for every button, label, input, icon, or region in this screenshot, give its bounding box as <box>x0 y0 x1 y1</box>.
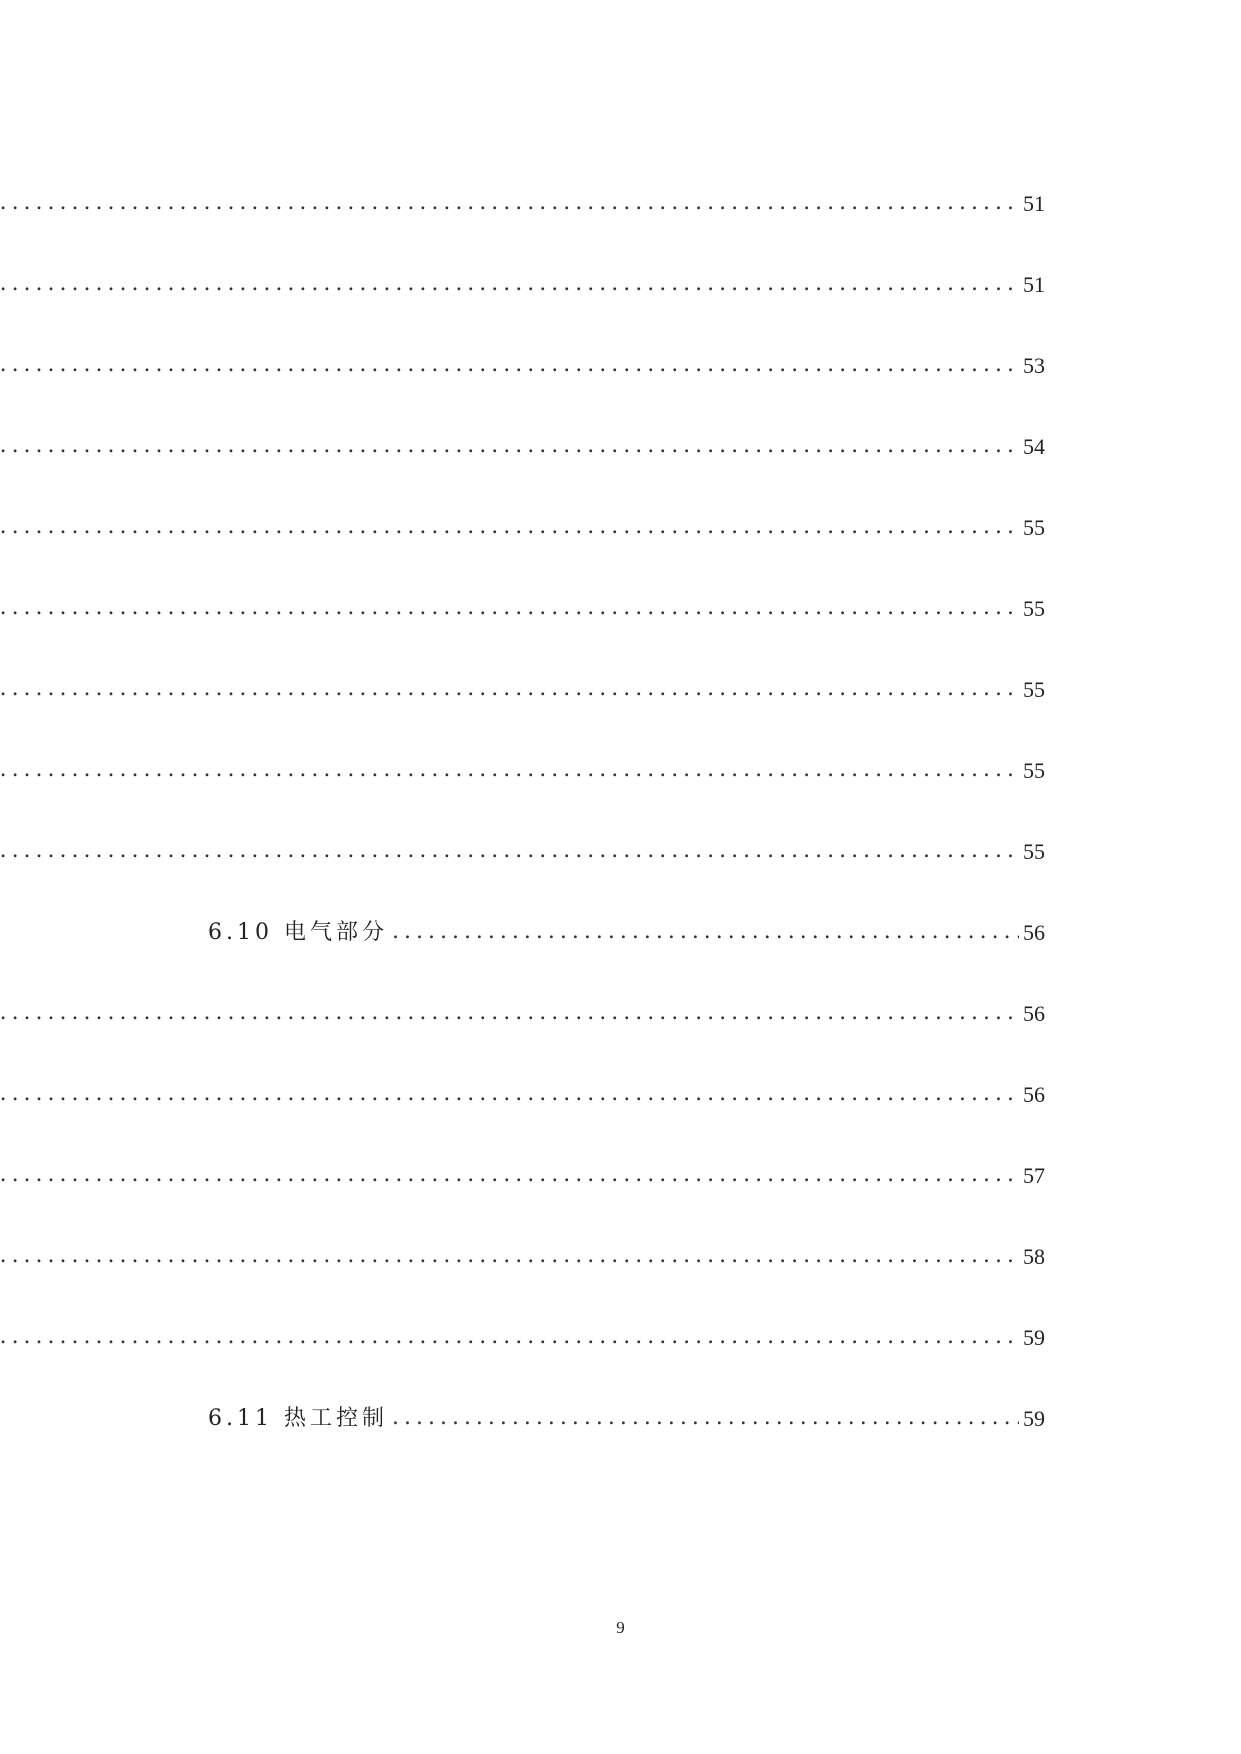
toc-entry-page: 56 <box>1023 920 1045 945</box>
toc-dot-leader <box>392 1407 1019 1429</box>
toc-dot-leader <box>0 354 1019 376</box>
toc-entry[interactable] <box>208 1390 1045 1430</box>
toc-entry-title: 6.11 热工控制 <box>208 1406 388 1431</box>
toc-entry[interactable] <box>0 175 1045 215</box>
toc-entry[interactable] <box>0 1066 1045 1106</box>
toc-entry[interactable] <box>0 418 1045 458</box>
toc-dot-leader <box>0 1326 1019 1348</box>
toc-dot-leader <box>0 1164 1019 1186</box>
toc-entry[interactable] <box>0 742 1045 782</box>
toc-dot-leader <box>0 1002 1019 1024</box>
toc-entry-page: 59 <box>1023 1406 1045 1431</box>
toc-dot-leader <box>0 1245 1019 1267</box>
toc-entry[interactable] <box>0 823 1045 863</box>
toc-dot-leader <box>0 435 1019 457</box>
toc-entry-page: 54 <box>1023 434 1045 459</box>
page-number: 9 <box>616 1618 625 1637</box>
toc-dot-leader <box>0 678 1019 700</box>
toc-entry-page: 55 <box>1023 596 1045 621</box>
toc-entry-title: 6.10 电气部分 <box>208 920 388 945</box>
toc-entry-page: 56 <box>1023 1001 1045 1026</box>
toc-dot-leader <box>0 192 1019 214</box>
toc-entry-page: 58 <box>1023 1244 1045 1269</box>
toc-entry[interactable] <box>0 1309 1045 1349</box>
toc-entry-page: 57 <box>1023 1163 1045 1188</box>
toc-entry[interactable] <box>0 337 1045 377</box>
toc-entry-page: 53 <box>1023 353 1045 378</box>
toc-entry[interactable] <box>0 1147 1045 1187</box>
toc-dot-leader <box>0 840 1019 862</box>
toc-dot-leader <box>0 516 1019 538</box>
toc-dot-leader <box>0 273 1019 295</box>
toc-entry[interactable] <box>208 904 1045 944</box>
toc-entry[interactable] <box>0 985 1045 1025</box>
toc-dot-leader <box>392 921 1019 943</box>
toc-entry-page: 55 <box>1023 515 1045 540</box>
toc-entry[interactable] <box>0 499 1045 539</box>
toc-entry-page: 51 <box>1023 272 1045 297</box>
toc-entry-page: 55 <box>1023 677 1045 702</box>
toc-dot-leader <box>0 1083 1019 1105</box>
toc-entry-page: 51 <box>1023 191 1045 216</box>
toc-dot-leader <box>0 759 1019 781</box>
toc-entry-page: 59 <box>1023 1325 1045 1350</box>
toc-entry[interactable] <box>0 256 1045 296</box>
toc-entry[interactable] <box>0 1228 1045 1268</box>
toc-entry-page: 55 <box>1023 839 1045 864</box>
toc-entry[interactable] <box>0 580 1045 620</box>
toc-dot-leader <box>0 597 1019 619</box>
toc-entry[interactable] <box>0 661 1045 701</box>
toc-entry-page: 56 <box>1023 1082 1045 1107</box>
toc-entry-page: 55 <box>1023 758 1045 783</box>
